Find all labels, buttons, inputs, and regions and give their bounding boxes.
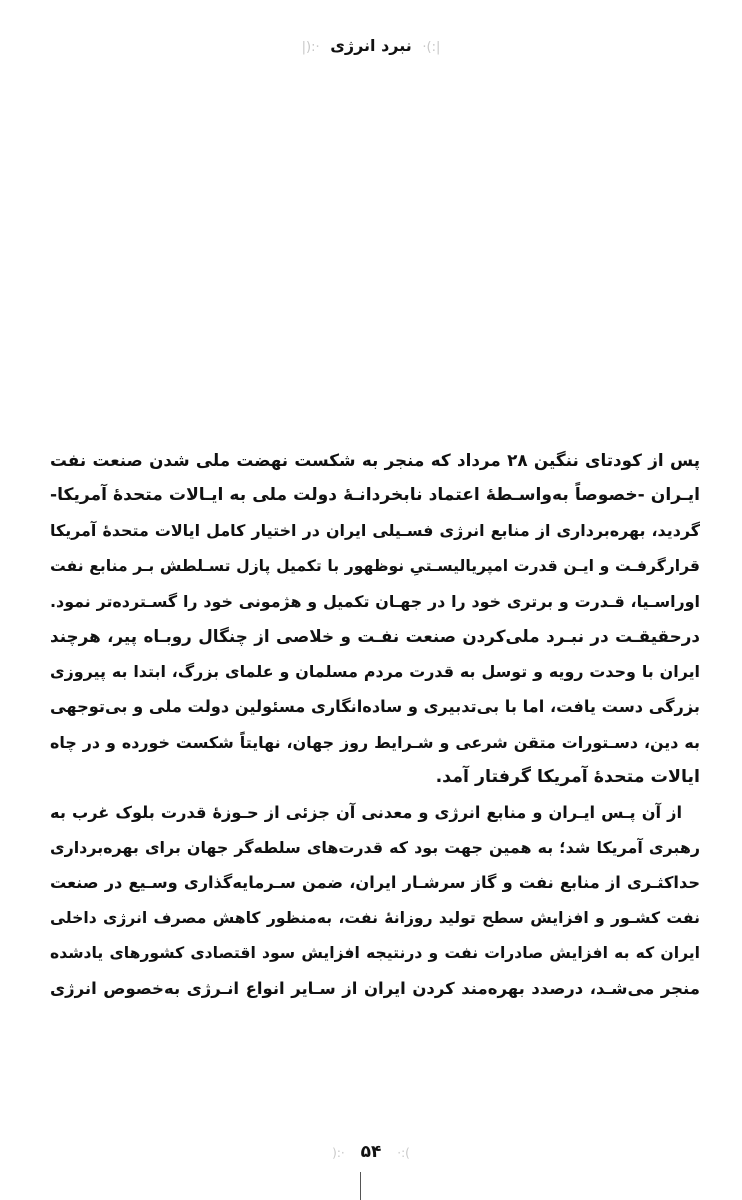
footer-ornament-right: ):· xyxy=(397,1146,410,1160)
text-line: ایالات متحدهٔ آمریکا گرفتار آمد. xyxy=(435,766,700,787)
footer-ornament-left: ·:( xyxy=(332,1146,345,1160)
text-line: حداکثـری از منابع نفت و گاز سرشـار ایران، ضمن سـرمایه‌گذاری وسـیع در صنعت xyxy=(50,873,700,893)
header-ornament-left: ·:(| xyxy=(301,40,320,55)
footer-divider-line xyxy=(360,1172,361,1200)
text-line: اوراسـیا، قـدرت و برتری خود را در جهـان تکمیل و هژمونی خود را گسـترده‌تر نمود. xyxy=(50,591,700,611)
text-line: منجر می‌شـد، درصدد بهره‌مند کردن ایران از سـایر انواع انـرژی به‌خصوص انرژی xyxy=(50,979,700,999)
text-line: ایران که به افزایش صادرات نفت و درنتیجه افزایش سود اقتصادی کشورهای یادشده xyxy=(50,943,700,962)
running-header xyxy=(0,36,742,55)
paragraph-1 xyxy=(50,443,700,619)
text-line: رهبری آمریکا شد؛ به همین جهت بود که قدرت‌های سلطه‌گر جهان برای بهره‌برداری xyxy=(50,838,700,858)
text-line: نفت کشـور و افزایش سطح تولید روزانهٔ نفت، به‌منظور کاهش مصرف انرژی داخلی xyxy=(50,908,700,927)
text-line: پس از کودتای ننگین ۲۸ مرداد که منجر به شکست نهضت ملی شدن صنعت نفت xyxy=(50,450,700,470)
paragraph-2 xyxy=(50,619,700,795)
body-text xyxy=(50,443,700,1006)
text-line: درحقیقـت در نبـرد ملی‌کردن صنعت نفـت و خلاصی از چنگال روبـاه پیر، هرچند xyxy=(50,626,700,647)
header-title: نبرد انرژی xyxy=(330,36,412,55)
text-line: ایـران -خصوصاً به‌واسـطهٔ اعتماد نابخردانـهٔ دولت ملی به ایـالات متحدهٔ آمریکا- xyxy=(50,485,700,506)
text-line: بزرگی دست یافت، اما با بی‌تدبیری و ساده‌انگاری مسئولین دولت ملی و بی‌توجهی xyxy=(50,697,700,717)
text-line: ایران با وحدت رویه و توسل به قدرت مردم مسلمان و علمای بزرگ، ابتدا به پیروزی xyxy=(50,662,700,682)
text-line: به دین، دسـتورات متقن شرعی و شـرایط روز جهان، نهایتاً شکست خورده و در چاه xyxy=(50,732,700,752)
page-number: ۵۴ xyxy=(360,1142,382,1162)
text-line: قرارگرفـت و ایـن قدرت امپریالیسـتیِ نوظهور با تکمیل پازل تسـلطش بـر منابع نفت xyxy=(50,556,700,575)
paragraph-3 xyxy=(50,795,700,1006)
header-ornament-right: |:)· xyxy=(422,40,441,55)
text-line: از آن پـس ایـران و منابع انرژی و معدنی آن جزئی از حـوزهٔ قدرت بلوک غرب به xyxy=(50,803,682,823)
page-number-footer xyxy=(0,1142,742,1162)
text-line: گردید، بهره‌برداری از منابع انرژی فسـیلی ایران در اختیار کامل ایالات متحدهٔ آمریکا xyxy=(50,521,700,541)
